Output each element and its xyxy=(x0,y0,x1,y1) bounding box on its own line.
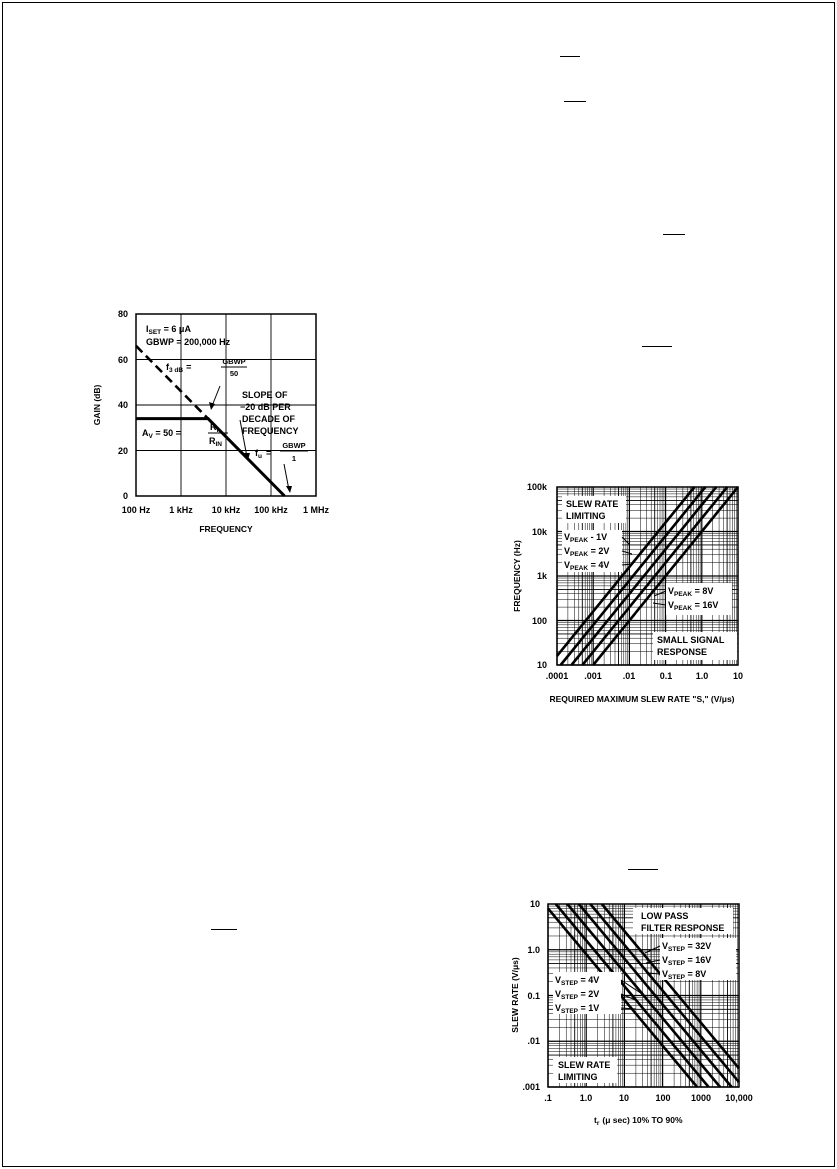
freq-x-axis-title: REQUIRED MAXIMUM SLEW RATE "S," (V/μs) xyxy=(549,694,735,704)
vpeak-2-label: $V_{PEAK} = 2V$ xyxy=(564,546,610,558)
vstep-2-label: $V_{STEP} = 2V$ xyxy=(555,989,600,1001)
leader-arrow xyxy=(622,551,632,554)
slew-limiting-label-line: SLEW RATE xyxy=(558,1060,611,1070)
gain-y-tick: 0 xyxy=(122,491,128,501)
slew-x-tick: 100 xyxy=(655,1093,671,1103)
fu-numerator: GBWP xyxy=(282,441,306,450)
overline-mark xyxy=(211,929,237,930)
vstep-16-label: $V_{STEP} = 16V$ xyxy=(662,955,712,967)
iset-label: $I_{SET} = 6$ μA xyxy=(146,324,191,336)
slew-x-tick: 10 xyxy=(618,1093,630,1103)
vpeak-8-label: $V_{PEAK} = 8V$ xyxy=(668,586,714,598)
slew-y-tick: 1.0 xyxy=(527,945,540,955)
vstep-1-label: $V_{STEP} = 1V$ xyxy=(555,1003,600,1015)
fu-label: $f_u$ = xyxy=(255,448,272,460)
freq-y-tick: 10k xyxy=(531,527,547,537)
freq-x-tick: 10 xyxy=(732,671,744,681)
gain-x-tick: 100 Hz xyxy=(121,505,151,515)
freq-x-tick: 1.0 xyxy=(695,671,709,681)
freq-y-tick: 10 xyxy=(536,660,547,670)
gain-x-tick: 100 kHz xyxy=(254,505,288,515)
overline-mark xyxy=(564,101,586,102)
freq-y-axis-title: FREQUENCY (Hz) xyxy=(512,540,522,612)
slope-label-line: SLOPE OF xyxy=(242,390,288,400)
slope-label-line: −20 dB PER xyxy=(240,402,291,412)
gain-y-tick: 20 xyxy=(117,446,128,456)
slew-x-tick: 1.0 xyxy=(579,1093,593,1103)
slew-x-axis-title: $t_r$ (μ sec) 10% TO 90% xyxy=(594,1115,683,1127)
f3db-denominator: 50 xyxy=(229,369,239,378)
gain-frequency-chart xyxy=(80,300,340,545)
vpeak-4-label: $V_{PEAK} = 4V$ xyxy=(564,560,610,572)
av-denominator: $R_{IN}$ xyxy=(209,436,222,448)
gain-x-tick: 1 MHz xyxy=(302,505,330,515)
vstep-8-label: $V_{STEP} = 8V$ xyxy=(662,969,707,981)
freq-x-tick: .0001 xyxy=(545,671,569,681)
slew-y-axis-title: SLEW RATE (V/μs) xyxy=(510,957,520,1033)
fu-denominator: 1 xyxy=(291,454,297,463)
slew-limiting-label-line: LIMITING xyxy=(558,1072,598,1082)
arrow-head xyxy=(209,402,215,410)
vstep-32-label: $V_{STEP} = 32V$ xyxy=(662,941,712,953)
overline-mark xyxy=(560,56,580,57)
vpeak-16-label: $V_{PEAK} = 16V$ xyxy=(668,600,719,612)
freq-y-tick: 100k xyxy=(526,482,547,492)
gbwp-label: GBWP = 200,000 Hz xyxy=(146,337,231,347)
freq-x-tick: 0.1 xyxy=(659,671,673,681)
gain-x-tick: 1 kHz xyxy=(169,505,193,515)
vpeak-1-label: $V_{PEAK} - 1V$ xyxy=(564,532,608,544)
vstep-4-label: $V_{STEP} = 4V$ xyxy=(555,975,600,987)
av-label: $A_V = 50$ = xyxy=(142,428,181,440)
slope-label-line: FREQUENCY xyxy=(242,426,299,436)
freq-y-tick: 100 xyxy=(531,616,547,626)
f3db-numerator: GBWP xyxy=(222,357,246,366)
gain-y-tick: 60 xyxy=(117,355,128,365)
gain-y-tick: 80 xyxy=(117,309,128,319)
overline-mark xyxy=(628,869,658,870)
gain-y-tick: 40 xyxy=(117,400,128,410)
overline-mark xyxy=(642,346,672,347)
freq-y-tick: 1k xyxy=(536,571,547,581)
low-pass-label-line: FILTER RESPONSE xyxy=(641,923,725,933)
freq-x-tick: .001 xyxy=(584,671,602,681)
slope-label-line: DECADE OF xyxy=(242,414,296,424)
gain-x-tick: 10 kHz xyxy=(211,505,241,515)
av-numerator: $R_f$ xyxy=(210,422,219,434)
slew-x-tick: .1 xyxy=(544,1093,552,1103)
frequency-slewrate-chart xyxy=(502,478,832,708)
low-pass-label-line: LOW PASS xyxy=(641,911,689,921)
slew-y-tick: .01 xyxy=(527,1036,540,1046)
slew-x-tick: 1000 xyxy=(690,1093,712,1103)
slew-limiting-label-line: SLEW RATE xyxy=(566,499,619,509)
slew-y-tick: .001 xyxy=(522,1082,540,1092)
gain-dashed-line xyxy=(136,346,208,419)
leader-arrow xyxy=(212,386,220,406)
arrow-head xyxy=(286,486,292,493)
small-signal-label-line: SMALL SIGNAL xyxy=(657,635,725,645)
slew-x-tick: 10,000 xyxy=(725,1093,753,1103)
f3db-label: $f_{3 dB}$ = xyxy=(166,362,192,374)
small-signal-label-line: RESPONSE xyxy=(657,647,708,657)
overline-mark xyxy=(663,234,685,235)
gain-y-axis-title: GAIN (dB) xyxy=(92,384,102,426)
gain-x-axis-title: FREQUENCY xyxy=(199,524,253,534)
slew-y-tick: 10 xyxy=(529,899,540,909)
freq-x-tick: .01 xyxy=(622,671,636,681)
slewrate-risetime-chart xyxy=(502,893,832,1128)
slew-limiting-label-line: LIMITING xyxy=(566,511,606,521)
slew-y-tick: 0.1 xyxy=(527,991,540,1001)
